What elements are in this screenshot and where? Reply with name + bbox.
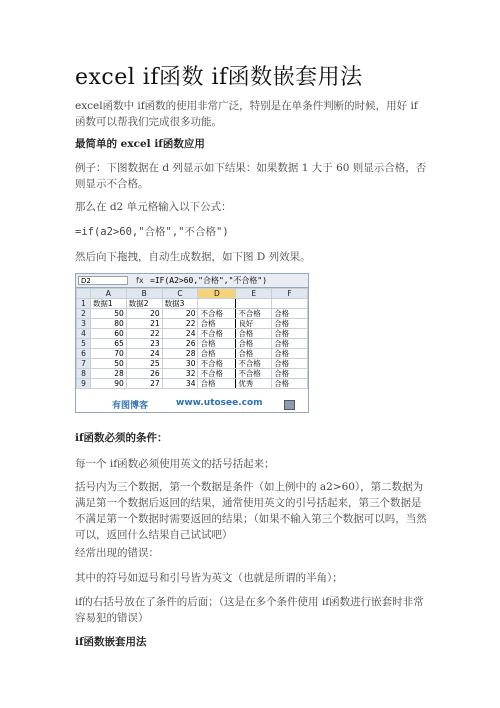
table-cell: 合格 xyxy=(272,349,308,359)
header-cell xyxy=(272,299,308,309)
table-cell: 50 xyxy=(90,309,126,319)
row-header: 8 xyxy=(77,369,91,379)
table-cell: 26 xyxy=(162,339,198,349)
section1-heading: 最简单的 excel if函数应用 xyxy=(75,138,205,150)
row-header: 3 xyxy=(77,319,91,329)
d2-instruction: 那么在 d2 单元格输入以下公式： xyxy=(75,201,232,213)
drag-instruction: 然后向下拖拽，自动生成数据，如下图 D 列效果。 xyxy=(75,251,311,263)
table-cell: 合格 xyxy=(272,369,308,379)
table-cell: 65 xyxy=(90,339,126,349)
table-cell: 不合格 xyxy=(198,329,236,339)
table-cell: 24 xyxy=(162,329,198,339)
table-cell: 23 xyxy=(126,339,162,349)
table-cell: 合格 xyxy=(272,359,308,369)
header-cell xyxy=(198,299,236,309)
row-header: 7 xyxy=(77,359,91,369)
table-row xyxy=(77,349,308,359)
fx-label: fx xyxy=(136,276,144,285)
name-box: D2 xyxy=(78,276,128,285)
spreadsheet-grid xyxy=(76,288,308,389)
formula-bar xyxy=(76,274,308,288)
table-cell: 合格 xyxy=(272,329,308,339)
header-cell: 数据3 xyxy=(162,299,198,309)
table-cell: 50 xyxy=(90,359,126,369)
table-cell: 32 xyxy=(162,369,198,379)
table-cell: 25 xyxy=(126,359,162,369)
example-paragraph: 例子：下图数据在 d 列显示如下结果：如果数据 1 大于 60 则显示合格，否则显示不合格。 xyxy=(75,162,427,190)
condition-1: 每一个 if函数必须使用英文的括号括起来； xyxy=(75,458,275,470)
row-header: 6 xyxy=(77,349,91,359)
page-title: excel if函数 if函数嵌套用法 xyxy=(75,65,363,90)
table-cell: 不合格 xyxy=(198,309,236,319)
table-cell: 26 xyxy=(126,369,162,379)
table-row xyxy=(77,369,308,379)
table-cell: 不合格 xyxy=(236,369,272,379)
autofill-options-icon xyxy=(284,400,295,410)
table-cell: 良好 xyxy=(236,319,272,329)
table-cell: 合格 xyxy=(272,379,308,389)
table-cell: 28 xyxy=(162,349,198,359)
table-cell: 27 xyxy=(126,379,162,389)
error-1: 其中的符号如逗号和引号皆为英文（也就是所谓的半角）； xyxy=(75,572,343,584)
section3-heading: if函数嵌套用法 xyxy=(75,636,147,648)
table-row xyxy=(77,359,308,369)
intro-paragraph: excel函数中 if函数的使用非常广泛，特别是在单条件判断的时候，用好 if 函数可以帮我们完成很多功能。 xyxy=(75,100,418,128)
table-cell: 合格 xyxy=(272,319,308,329)
table-cell: 34 xyxy=(162,379,198,389)
row-header: 5 xyxy=(77,339,91,349)
table-cell: 优秀 xyxy=(236,379,272,389)
header-cell: 数据1 xyxy=(90,299,126,309)
formula-text: =if(a2>60,"合格","不合格") xyxy=(75,226,229,238)
table-cell: 90 xyxy=(90,379,126,389)
table-cell: 合格 xyxy=(236,339,272,349)
column-header: B xyxy=(126,289,162,299)
row-header: 1 xyxy=(77,299,91,309)
table-cell: 不合格 xyxy=(236,359,272,369)
table-cell: 合格 xyxy=(236,329,272,339)
table-cell: 合格 xyxy=(272,309,308,319)
table-cell: 21 xyxy=(126,319,162,329)
formula-bar-text: =IF(A2>60,"合格","不合格") xyxy=(150,276,268,285)
table-cell: 30 xyxy=(162,359,198,369)
table-cell: 不合格 xyxy=(236,309,272,319)
table-cell: 28 xyxy=(90,369,126,379)
column-header: D xyxy=(198,289,236,299)
row-header: 2 xyxy=(77,309,91,319)
table-cell: 80 xyxy=(90,319,126,329)
watermark xyxy=(76,398,308,412)
table-row xyxy=(77,339,308,349)
table-cell: 20 xyxy=(162,309,198,319)
watermark-left-text: 有图博客 xyxy=(112,401,149,411)
table-cell: 20 xyxy=(126,309,162,319)
corner-cell xyxy=(77,289,91,299)
column-header: E xyxy=(236,289,272,299)
table-cell: 合格 xyxy=(198,339,236,349)
errors-heading: 经常出现的错误： xyxy=(75,547,159,559)
table-cell: 合格 xyxy=(236,349,272,359)
table-cell: 不合格 xyxy=(198,359,236,369)
table-cell: 合格 xyxy=(198,349,236,359)
table-cell: 22 xyxy=(126,329,162,339)
header-cell xyxy=(236,299,272,309)
table-cell: 不合格 xyxy=(198,369,236,379)
header-cell: 数据2 xyxy=(126,299,162,309)
row-header: 4 xyxy=(77,329,91,339)
column-header: F xyxy=(272,289,308,299)
spreadsheet-image xyxy=(75,273,309,413)
table-cell: 22 xyxy=(162,319,198,329)
row-header: 9 xyxy=(77,379,91,389)
table-row xyxy=(77,379,308,389)
table-row xyxy=(77,309,308,319)
column-header: A xyxy=(90,289,126,299)
table-cell: 合格 xyxy=(198,319,236,329)
column-header: C xyxy=(162,289,198,299)
table-row xyxy=(77,299,308,309)
section2-heading: if函数必须的条件： xyxy=(75,432,168,444)
table-row xyxy=(77,329,308,339)
table-row xyxy=(77,319,308,329)
table-cell: 合格 xyxy=(272,339,308,349)
watermark-right-text: www.utosee.com xyxy=(176,398,263,408)
table-cell: 60 xyxy=(90,329,126,339)
table-cell: 24 xyxy=(126,349,162,359)
error-2: if的右括号放在了条件的后面；（这是在多个条件使用 if函数进行嵌套时非常容易犯的错误） xyxy=(75,596,424,624)
condition-2: 括号内为三个数据，第一个数据是条件（如上例中的 a2>60），第二数据为满足第一个数据后返回的结果，通常使用英文的引号括起来，第三个数据是不满足第一个数据时需要返回的结果；（如果不输入第三个数据可以吗，当然可以，返回什么结果自己试试吧） xyxy=(75,481,427,541)
table-cell: 70 xyxy=(90,349,126,359)
table-cell: 合格 xyxy=(198,379,236,389)
